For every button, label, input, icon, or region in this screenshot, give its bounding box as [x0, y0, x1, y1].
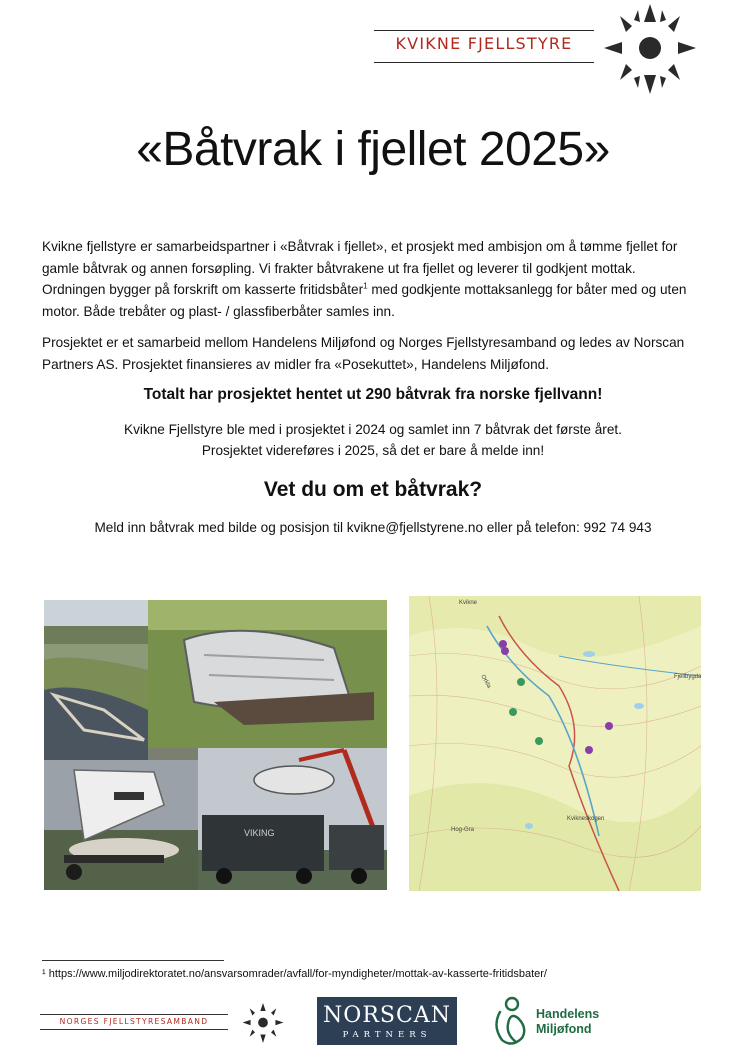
footnote — [42, 968, 547, 980]
intro-paragraph — [42, 236, 702, 322]
nfs-logo-text: NORGES FJELLSTYRESAMBAND — [59, 1017, 209, 1026]
joined-line-1: Kvikne Fjellstyre ble med i prosjektet i 2024 og samlet inn 7 båtvrak det første året. — [124, 422, 622, 437]
norges-fjellstyresamband-logo — [40, 1003, 300, 1043]
partners-paragraph: Prosjektet er et samarbeid mellom Handelens Miljøfond og Norges Fjellstyresamband og ledes av Norscan Partners AS. Prosjektet finansieres av midler fra «Posekuttet», Handelens Miljøfond. — [42, 335, 685, 372]
joined-line-2: Prosjektet videreføres i 2025, så det er bare å melde inn! — [201, 443, 545, 458]
photo-stream-wreck — [44, 600, 148, 760]
logo-rule-bottom — [374, 62, 594, 63]
map-image — [409, 596, 701, 891]
collage-photos — [44, 600, 387, 890]
handelens-line-2: Miljøfond — [536, 1022, 592, 1036]
logo-rule-top — [374, 30, 594, 31]
photo-truck-crane — [198, 748, 387, 890]
norscan-partners-logo — [317, 997, 457, 1045]
intro-text-a: Kvikne fjellstyre er samarbeidspartner i «Båtvrak i fjellet», et prosjekt med ambisjon om å tømme fjellet for gamle båtvrak og annen forsøpling. Vi frakter båtvrakene ut fra fjellet og leverer til godkjent mottak. Ordningen bygger på forskrift om kasserte fritidsbåter — [42, 239, 678, 297]
map-label-mid: Kvikneskogen — [567, 816, 605, 822]
compass-star-icon — [602, 4, 698, 94]
footnote-url[interactable]: https://www.miljodirektoratet.no/ansvarsomrader/avfall/for-myndigheter/mottak-av-kasserte-fritidsbater/ — [48, 968, 547, 980]
logo-text: KVIKNE FJELLSTYRE — [395, 34, 573, 53]
boat-wreck-photo-collage — [44, 600, 387, 890]
map-label-right: Fjellbygda — [674, 674, 701, 680]
photo-overturned-boat — [148, 600, 387, 748]
norscan-logo-main: NORSCAN — [323, 1003, 451, 1028]
contact-line: Meld inn båtvrak med bilde og posisjon til kvikne@fjellstyrene.no eller på telefon: 992 74 943 — [94, 520, 652, 535]
page-title: «Båtvrak i fjellet 2025» — [136, 123, 610, 176]
norscan-logo-sub: PARTNERS — [342, 1030, 432, 1040]
footnote-marker: ¹ — [42, 968, 46, 980]
map-label-left: Hog-Gra — [451, 827, 475, 833]
handelens-miljofond-logo — [488, 996, 618, 1048]
leaf-figure-icon — [488, 996, 530, 1048]
truck-text: VIKING — [244, 828, 275, 838]
footnote-ref: 1 — [363, 281, 368, 291]
map-label-road: Orkla — [479, 674, 492, 690]
footnote-rule — [42, 960, 224, 961]
wreck-location-map — [409, 596, 701, 891]
kvikne-fjellstyre-logo — [374, 4, 704, 94]
subheading: Vet du om et båtvrak? — [263, 478, 483, 501]
compass-star-icon — [234, 1003, 292, 1043]
intro-text-b: med godkjente mottaksanlegg for båter med og uten motor. Både trebåter og plast- / glassfiberbåter samles inn. — [42, 282, 687, 319]
handelens-line-1: Handelens — [536, 1007, 600, 1021]
map-label-top: Kvikne — [459, 600, 478, 606]
photo-boat-on-trailer — [44, 760, 198, 890]
highlight-line: Totalt har prosjektet hentet ut 290 båtvrak fra norske fjellvann! — [143, 386, 603, 403]
